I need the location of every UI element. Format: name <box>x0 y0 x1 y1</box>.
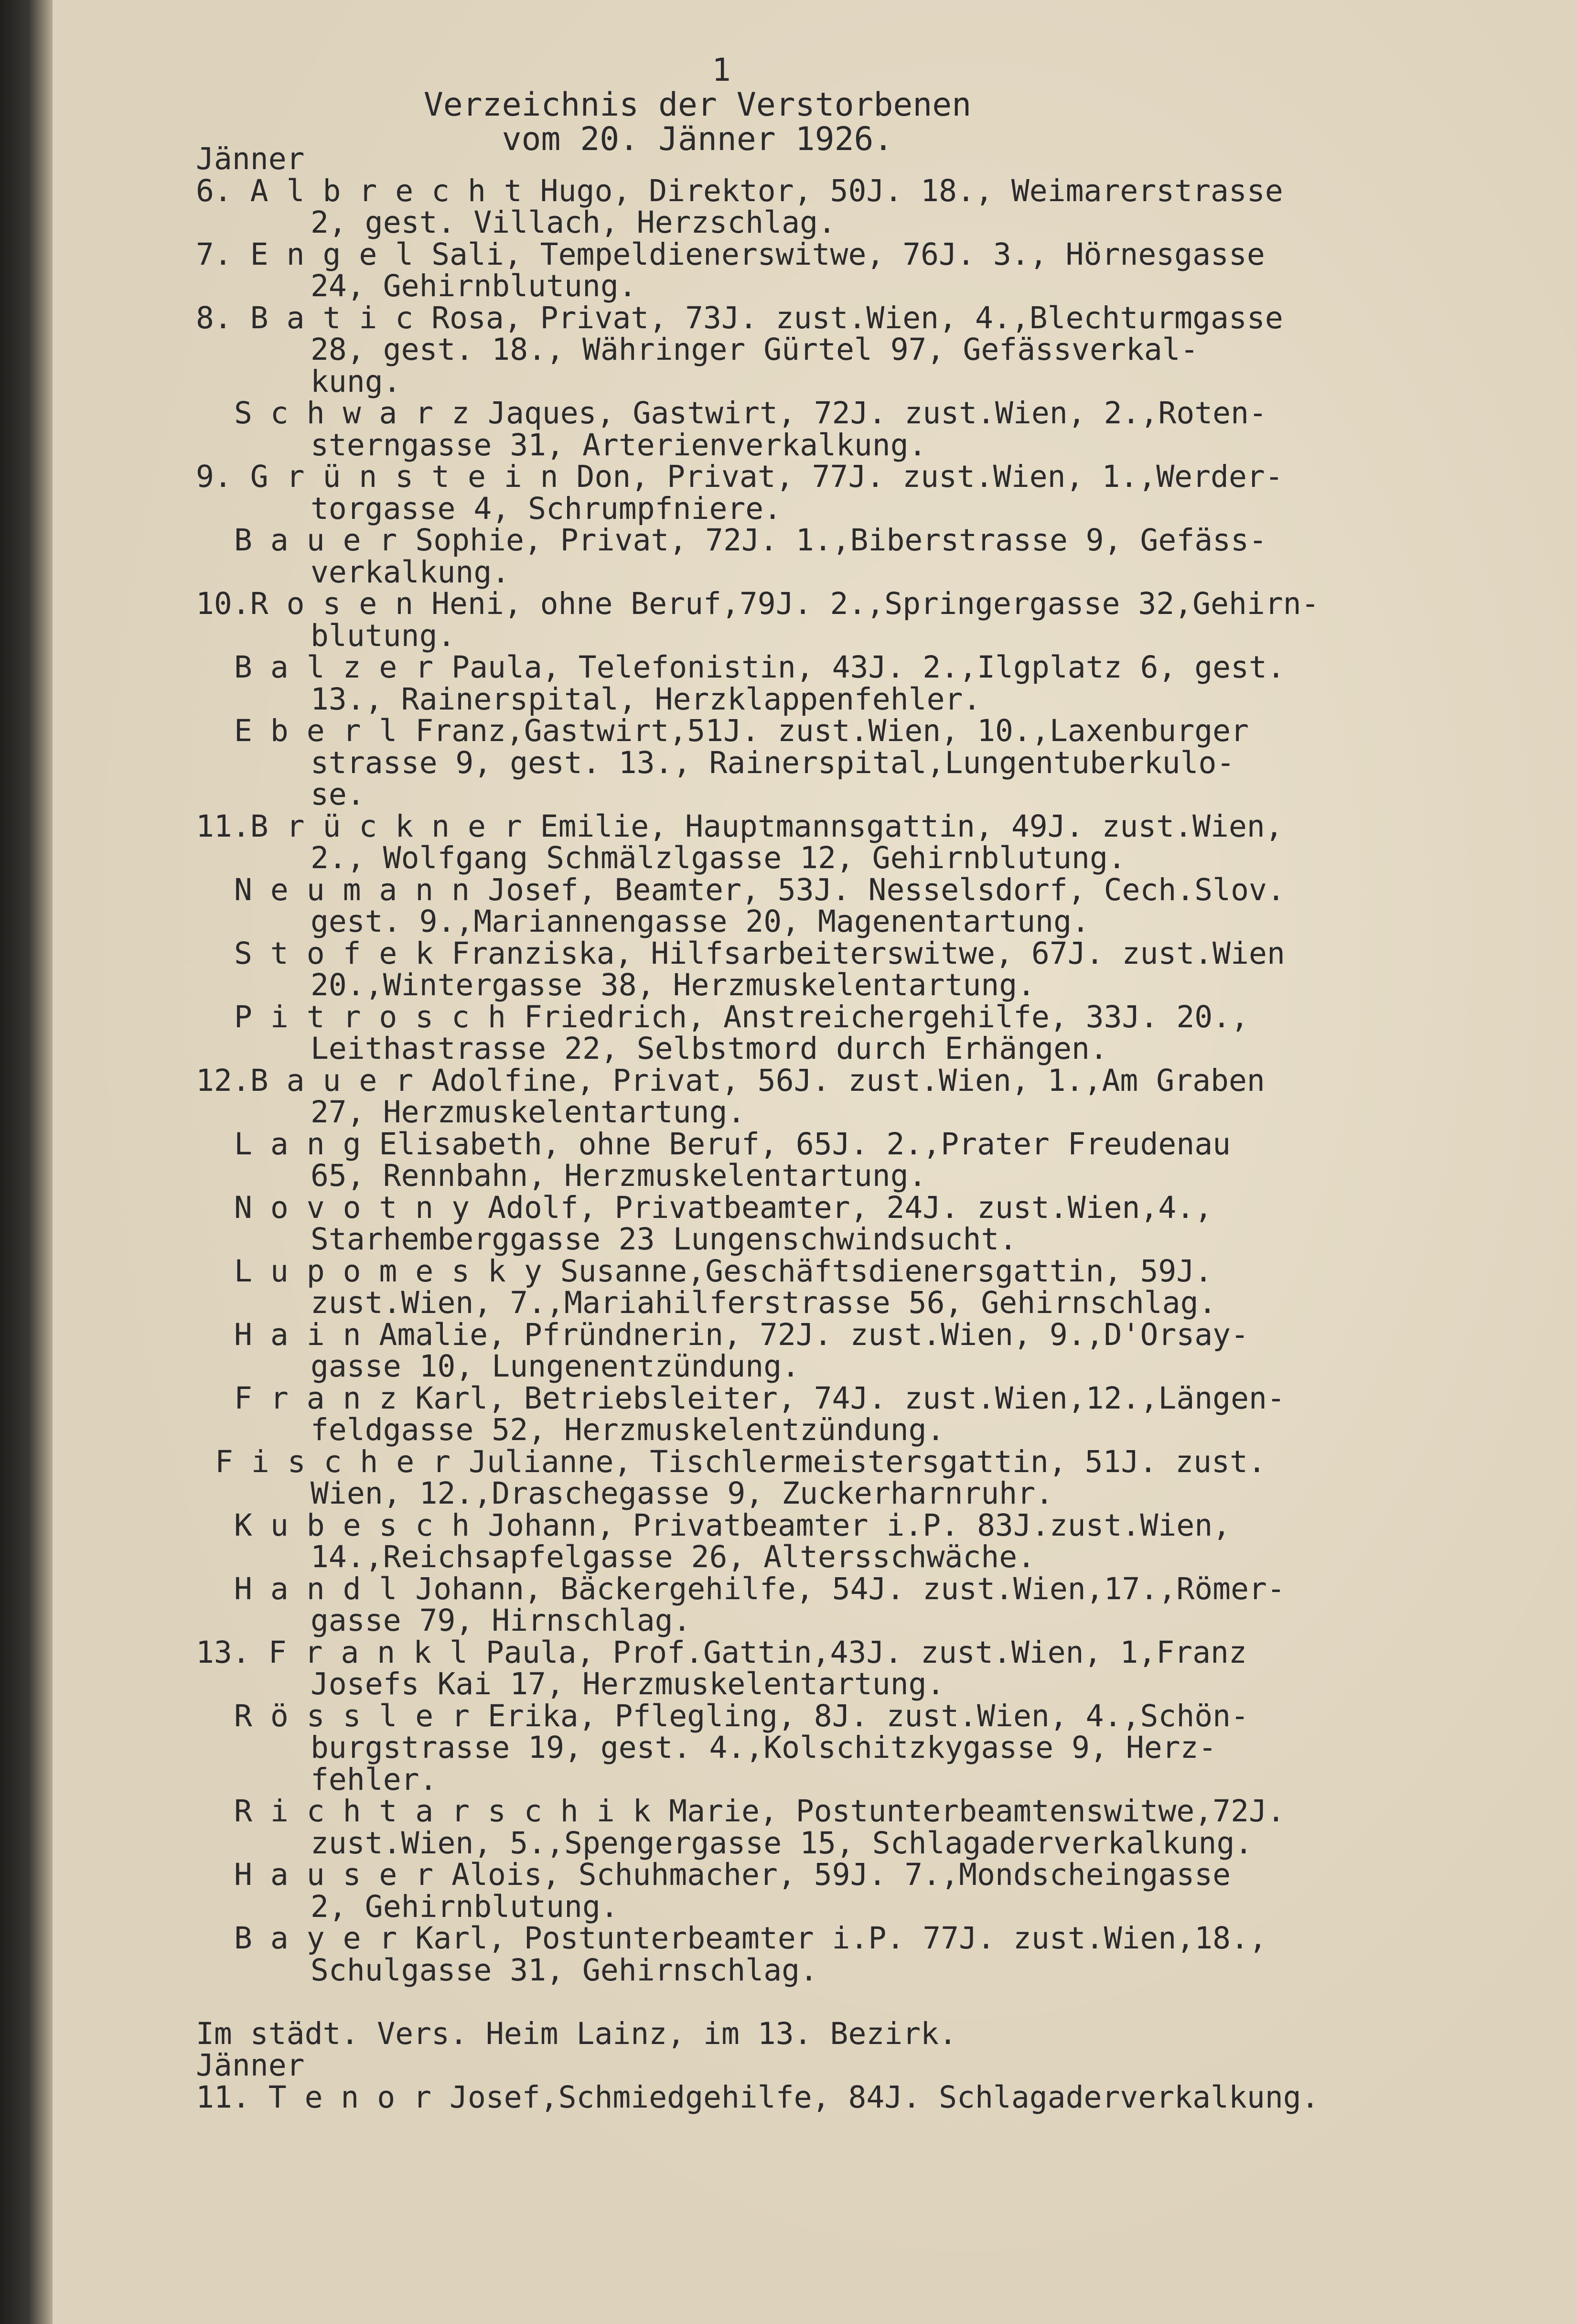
book-binding <box>0 0 57 2324</box>
register-line: verkalkung. <box>311 554 510 590</box>
register-line: Wien, 12.,Draschegasse 9, Zuckerharnruhr. <box>311 1476 1054 1511</box>
register-line: zust.Wien, 7.,Mariahilferstrasse 56, Gehirnschlag. <box>311 1285 1217 1320</box>
register-line: gasse 79, Hirnschlag. <box>311 1603 691 1638</box>
register-line: gest. 9.,Mariannengasse 20, Magenentartung. <box>311 904 1090 939</box>
register-line: 8. B a t i c Rosa, Privat, 73J. zust.Wien, 4.,Blechturmgasse <box>196 300 1283 335</box>
register-line: strasse 9, gest. 13., Rainerspital,Lungentuberkulo- <box>311 745 1235 780</box>
register-line: 7. E n g e l Sali, Tempeldienerswitwe, 76J. 3., Hörnesgasse <box>196 237 1265 272</box>
register-line: K u b e s c h Johann, Privatbeamter i.P. 83J.zust.Wien, <box>234 1507 1231 1543</box>
register-line: 11. T e n o r Josef,Schmiedgehilfe, 84J. Schlagaderverkalkung. <box>196 2079 1320 2115</box>
register-line: B a y e r Karl, Postunterbeamter i.P. 77J. zust.Wien,18., <box>234 1921 1267 1956</box>
register-line: torgasse 4, Schrumpfniere. <box>311 491 782 526</box>
register-line: Schulgasse 31, Gehirnschlag. <box>311 1952 818 1988</box>
register-line: blutung. <box>311 618 456 653</box>
register-line: R ö s s l e r Erika, Pflegling, 8J. zust.Wien, 4.,Schön- <box>234 1698 1249 1733</box>
register-line: Leithastrasse 22, Selbstmord durch Erhängen. <box>311 1031 1108 1066</box>
register-line: S t o f e k Franziska, Hilfsarbeiterswitwe, 67J. zust.Wien <box>234 936 1285 971</box>
register-line: sterngasse 31, Arterienverkalkung. <box>311 427 927 463</box>
register-line: Josefs Kai 17, Herzmuskelentartung. <box>311 1667 945 1701</box>
register-line: 14.,Reichsapfelgasse 26, Altersschwäche. <box>311 1539 1036 1574</box>
register-line: 24, Gehirnblutung. <box>311 269 637 303</box>
register-line: F r a n z Karl, Betriebsleiter, 74J. zust.Wien,12.,Längen- <box>234 1380 1285 1416</box>
register-line: 28, gest. 18., Währinger Gürtel 97, Gefässverkal- <box>311 332 1199 367</box>
register-line: H a i n Amalie, Pfründnerin, 72J. zust.Wien, 9.,D'Orsay- <box>234 1317 1249 1352</box>
register-line: 20.,Wintergasse 38, Herzmuskelentartung. <box>311 968 1036 1002</box>
page-number: 1 <box>712 52 731 88</box>
register-line: E b e r l Franz,Gastwirt,51J. zust.Wien, 10.,Laxenburger <box>234 713 1249 748</box>
document-title: Verzeichnis der Verstorbenen <box>423 86 972 124</box>
register-line: S c h w a r z Jaques, Gastwirt, 72J. zust.Wien, 2.,Roten- <box>234 396 1267 430</box>
register-line: 27, Herzmuskelentartung. <box>311 1095 746 1130</box>
register-line: H a u s e r Alois, Schuhmacher, 59J. 7.,Mondscheingasse <box>234 1857 1231 1892</box>
register-line: gasse 10, Lungenentzündung. <box>311 1349 800 1384</box>
register-line: R i c h t a r s c h i k Marie, Postunterbeamtenswitwe,72J. <box>234 1794 1285 1829</box>
register-line: B a l z e r Paula, Telefonistin, 43J. 2.,Ilgplatz 6, gest. <box>234 650 1285 685</box>
register-line: P i t r o s c h Friedrich, Anstreichergehilfe, 33J. 20., <box>234 999 1249 1034</box>
register-line: H a n d l Johann, Bäckergehilfe, 54J. zust.Wien,17.,Römer- <box>234 1571 1285 1606</box>
register-line: Jänner <box>196 141 305 176</box>
register-line: 2, Gehirnblutung. <box>311 1889 619 1924</box>
register-line: kung. <box>311 364 401 399</box>
register-line: 2, gest. Villach, Herzschlag. <box>311 205 836 240</box>
register-line: 10.R o s e n Heni, ohne Beruf,79J. 2.,Springergasse 32,Gehirn- <box>196 586 1320 621</box>
register-line: L a n g Elisabeth, ohne Beruf, 65J. 2.,Prater Freudenau <box>234 1126 1231 1162</box>
register-line: feldgasse 52, Herzmuskelentzündung. <box>311 1412 945 1447</box>
document-date-line: vom 20. Jänner 1926. <box>502 120 893 158</box>
register-line: N o v o t n y Adolf, Privatbeamter, 24J. zust.Wien,4., <box>234 1190 1213 1225</box>
register-line: 12.B a u e r Adolfine, Privat, 56J. zust.Wien, 1.,Am Graben <box>196 1063 1265 1098</box>
register-line: 13., Rainerspital, Herzklappenfehler. <box>311 681 981 717</box>
register-line: B a u e r Sophie, Privat, 72J. 1.,Biberstrasse 9, Gefäss- <box>234 523 1267 558</box>
document-page <box>53 0 1577 2324</box>
register-line: N e u m a n n Josef, Beamter, 53J. Nesselsdorf, Cech.Slov. <box>234 872 1285 907</box>
register-line: Im städt. Vers. Heim Lainz, im 13. Bezirk. <box>196 2016 957 2051</box>
register-line: 13. F r a n k l Paula, Prof.Gattin,43J. zust.Wien, 1,Franz <box>196 1635 1247 1670</box>
register-line: Jänner <box>196 2048 305 2083</box>
register-line: zust.Wien, 5.,Spengergasse 15, Schlagaderverkalkung. <box>311 1825 1253 1861</box>
register-line: burgstrasse 19, gest. 4.,Kolschitzkygasse 9, Herz- <box>311 1730 1217 1765</box>
register-line: 2., Wolfgang Schmälzlgasse 12, Gehirnblutung. <box>311 840 1126 875</box>
register-line: 65, Rennbahn, Herzmuskelentartung. <box>311 1158 927 1193</box>
register-line: 9. G r ü n s t e i n Don, Privat, 77J. zust.Wien, 1.,Werder- <box>196 459 1283 494</box>
register-line: fehler. <box>311 1762 438 1797</box>
register-line: F i s c h e r Julianne, Tischlermeistersgattin, 51J. zust. <box>215 1444 1266 1479</box>
register-line: 6. A l b r e c h t Hugo, Direktor, 50J. 18., Weimarerstrasse <box>196 173 1283 208</box>
register-line: 11.B r ü c k n e r Emilie, Hauptmannsgattin, 49J. zust.Wien, <box>196 808 1283 844</box>
register-line: Starhemberggasse 23 Lungenschwindsucht. <box>311 1222 1018 1257</box>
register-line: se. <box>311 777 365 812</box>
register-line: L u p o m e s k y Susanne,Geschäftsdienersgattin, 59J. <box>234 1253 1213 1289</box>
